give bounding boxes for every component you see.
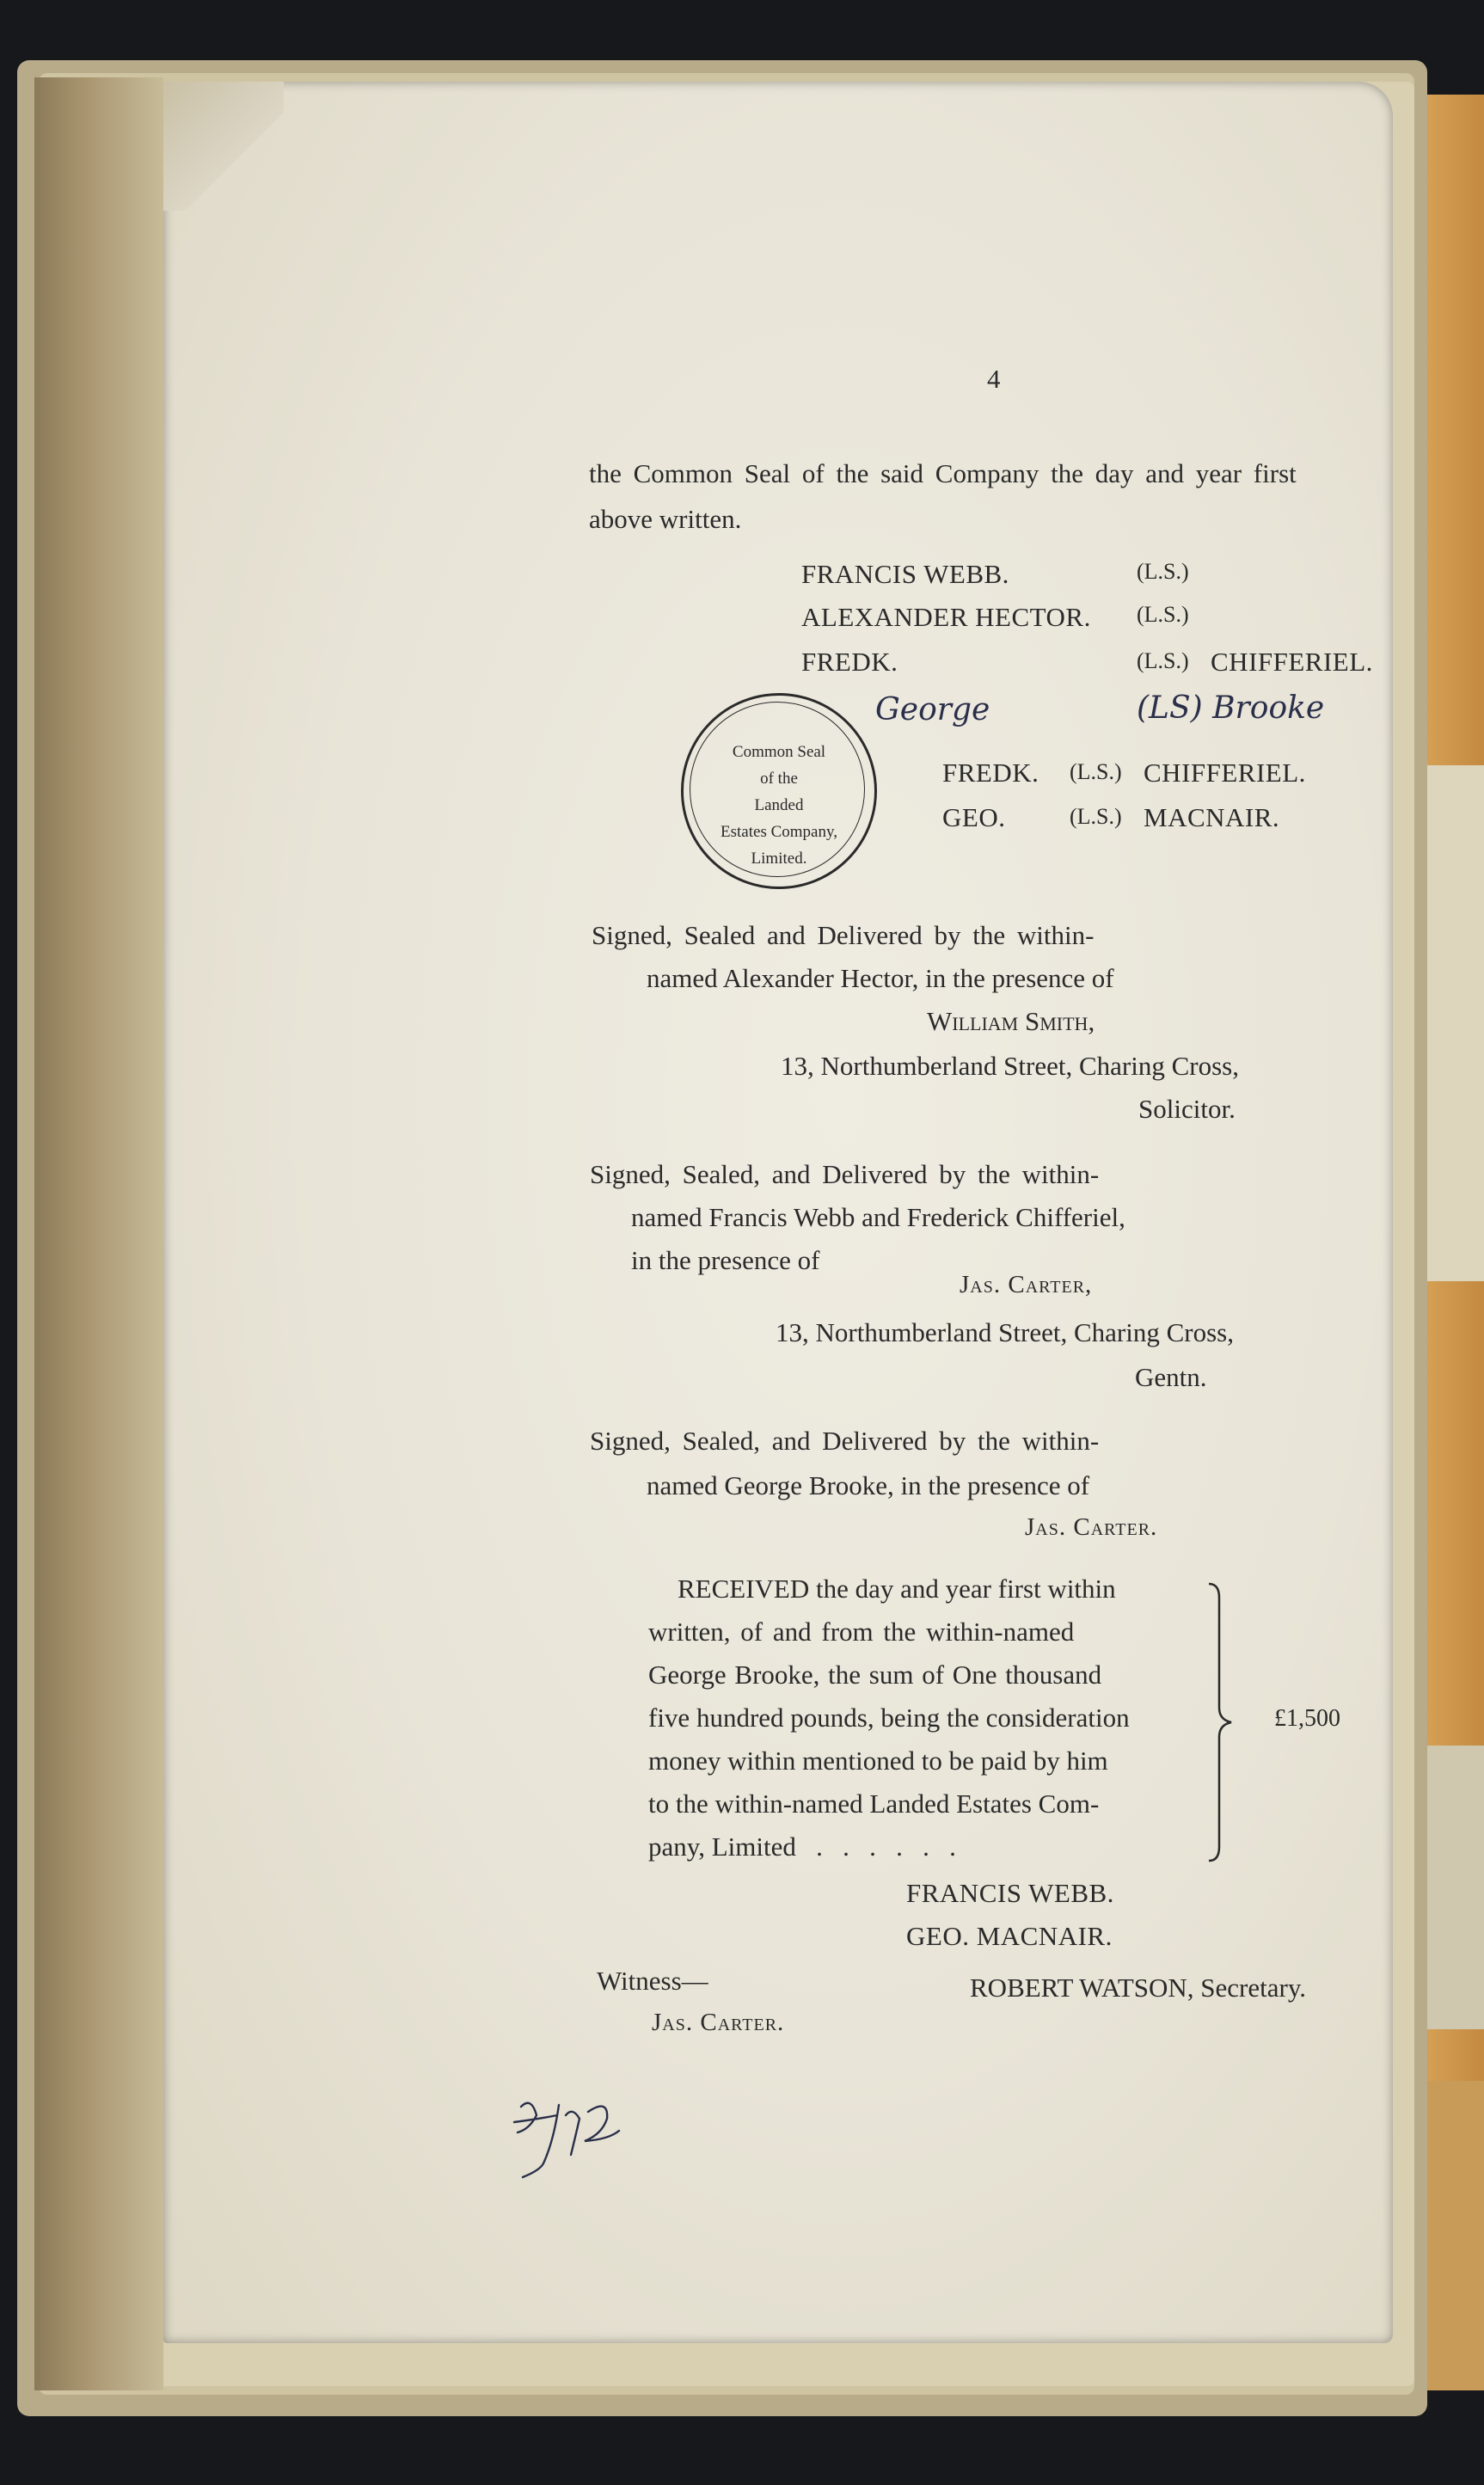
witness-address: 13, Northumberland Street, Charing Cross, (776, 1317, 1234, 1347)
signatory-surname: MACNAIR. (1144, 802, 1280, 832)
witness-label: Witness— (597, 1966, 708, 1996)
signatory-surname: CHIFFERIEL. (1211, 647, 1373, 677)
attestation-line: named Alexander Hector, in the presence of (647, 963, 1114, 993)
receipt-line: money within mentioned to be paid by him (648, 1746, 1108, 1776)
handwritten-signature: (LS) Brooke (1137, 690, 1325, 726)
receipt-line: to the within-named Landed Estates Com- (648, 1789, 1100, 1819)
receipt-line: pany, Limited . . . . . . (648, 1832, 956, 1862)
signatory-name: ALEXANDER HECTOR. (801, 602, 1091, 632)
receipt-signer: FRANCIS WEBB. (906, 1878, 1114, 1908)
intro-line: the Common Seal of the said Company the day and year first (589, 458, 1297, 488)
handwritten-signature: George (875, 692, 990, 727)
receipt-amount: £1,500 (1274, 1705, 1340, 1732)
handwritten-initials (506, 2081, 635, 2184)
attestation-line: named Francis Webb and Frederick Chifferiel, (631, 1202, 1125, 1232)
signatory-name: FREDK. (801, 647, 898, 677)
ls-mark: (L.S.) (1137, 602, 1189, 627)
attestation-line: Signed, Sealed and Delivered by the within- (592, 920, 1095, 950)
ls-mark: (L.S.) (1070, 804, 1122, 829)
attestation-line: named George Brooke, in the presence of (647, 1470, 1090, 1500)
witness-role: Solicitor. (1138, 1094, 1236, 1124)
attestation-line: Signed, Sealed, and Delivered by the within- (590, 1426, 1100, 1456)
signatory-name: GEO. (942, 802, 1006, 832)
secretary-signature: ROBERT WATSON, Secretary. (970, 1973, 1307, 2003)
binding-gutter (34, 77, 163, 2390)
witness-name: William Smith, (927, 1006, 1095, 1036)
signatory-name: FRANCIS WEBB. (801, 559, 1009, 589)
attestation-line: Signed, Sealed, and Delivered by the within- (590, 1159, 1100, 1189)
receipt-line: five hundred pounds, being the consideration (648, 1703, 1130, 1733)
witness-name: Jas. Carter, (960, 1271, 1093, 1298)
seal-text: Common Seal of the Landed Estates Company, Limited. (721, 743, 837, 868)
witness-name: Jas. Carter. (652, 2009, 785, 2036)
receipt-line: RECEIVED the day and year first within (678, 1574, 1116, 1604)
curly-brace (1205, 1580, 1242, 1864)
ls-mark: (L.S.) (1070, 759, 1122, 784)
signatory-name: FREDK. (942, 758, 1039, 788)
ls-mark: (L.S.) (1137, 648, 1189, 673)
witness-address: 13, Northumberland Street, Charing Cross, (781, 1051, 1239, 1081)
ls-mark: (L.S.) (1137, 559, 1189, 584)
folded-corner (163, 82, 284, 211)
attestation-line: in the presence of (631, 1245, 820, 1275)
page-number: 4 (987, 364, 1001, 394)
witness-name: Jas. Carter. (1025, 1513, 1158, 1541)
witness-role: Gentn. (1135, 1362, 1207, 1392)
signatory-surname: CHIFFERIEL. (1144, 758, 1306, 788)
receipt-signer: GEO. MACNAIR. (906, 1921, 1113, 1951)
company-seal (681, 693, 877, 889)
receipt-line: George Brooke, the sum of One thousand (648, 1660, 1102, 1690)
intro-line: above written. (589, 504, 742, 534)
receipt-line: written, of and from the within-named (648, 1617, 1075, 1647)
